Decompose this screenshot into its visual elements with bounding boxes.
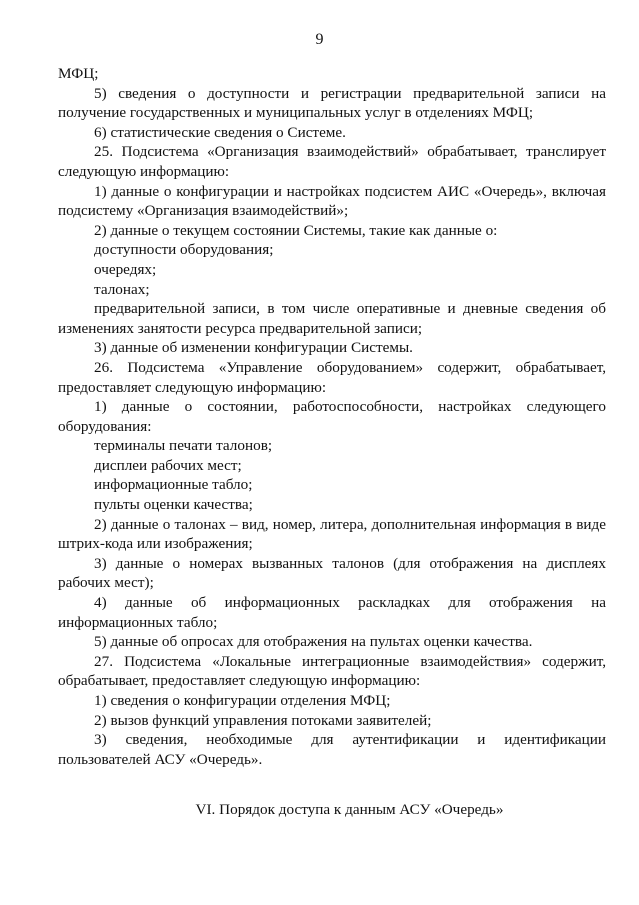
- paragraph: 1) данные о состоянии, работоспособности, настройках следующего оборудования:: [58, 398, 606, 435]
- paragraph: терминалы печати талонов;: [94, 437, 273, 455]
- paragraph: 2) данные о текущем состоянии Системы, такие как данные о:: [94, 221, 498, 239]
- paragraph: информационные табло;: [94, 476, 253, 494]
- paragraph: очередях;: [94, 260, 157, 278]
- paragraph: 26. Подсистема «Управление оборудованием» содержит, обрабатывает, предоставляет следующую информацию:: [58, 358, 606, 396]
- paragraph: 2) вызов функций управления потоками заявителей;: [94, 711, 432, 729]
- paragraph: 4) данные об информационных раскладках для отображения на информационных табло;: [58, 594, 606, 631]
- paragraph: пульты оценки качества;: [94, 496, 253, 514]
- paragraph: 25. Подсистема «Организация взаимодействий» обрабатывает, транслирует следующую информацию:: [58, 143, 606, 180]
- paragraph: 5) сведения о доступности и регистрации предварительной записи на получение государственных и муниципальных услуг в отделениях МФЦ;: [58, 84, 606, 122]
- paragraph: доступности оборудования;: [94, 241, 274, 259]
- paragraph: 3) данные о номерах вызванных талонов (для отображения на дисплеях рабочих мест);: [58, 554, 606, 592]
- paragraph: дисплеи рабочих мест;: [94, 456, 242, 474]
- document-body: [58, 64, 606, 769]
- paragraph: предварительной записи, в том числе оперативные и дневные сведения об изменениях занятости ресурса предварительной записи;: [58, 300, 606, 337]
- page-number: 9: [315, 31, 324, 48]
- paragraph: МФЦ;: [58, 65, 99, 82]
- paragraph: 3) данные об изменении конфигурации Системы.: [94, 339, 413, 357]
- paragraph: 27. Подсистема «Локальные интеграционные взаимодействия» содержит, обрабатывает, предоставляет следующую информацию:: [58, 652, 606, 690]
- paragraph: 1) данные о конфигурации и настройках подсистем АИС «Очередь», включая подсистему «Организация взаимодействий»;: [58, 182, 606, 220]
- paragraph: 6) статистические сведения о Системе.: [94, 123, 346, 141]
- paragraph: талонах;: [94, 280, 150, 298]
- paragraph: 1) сведения о конфигурации отделения МФЦ;: [94, 692, 391, 709]
- section-heading: VI. Порядок доступа к данным АСУ «Очередь»: [195, 801, 504, 818]
- paragraph: 3) сведения, необходимые для аутентификации и идентификации пользователей АСУ «Очередь».: [58, 731, 606, 768]
- paragraph: 2) данные о талонах – вид, номер, литера, дополнительная информация в виде штрих-кода или изображения;: [58, 515, 606, 553]
- paragraph: 5) данные об опросах для отображения на пультах оценки качества.: [94, 633, 533, 651]
